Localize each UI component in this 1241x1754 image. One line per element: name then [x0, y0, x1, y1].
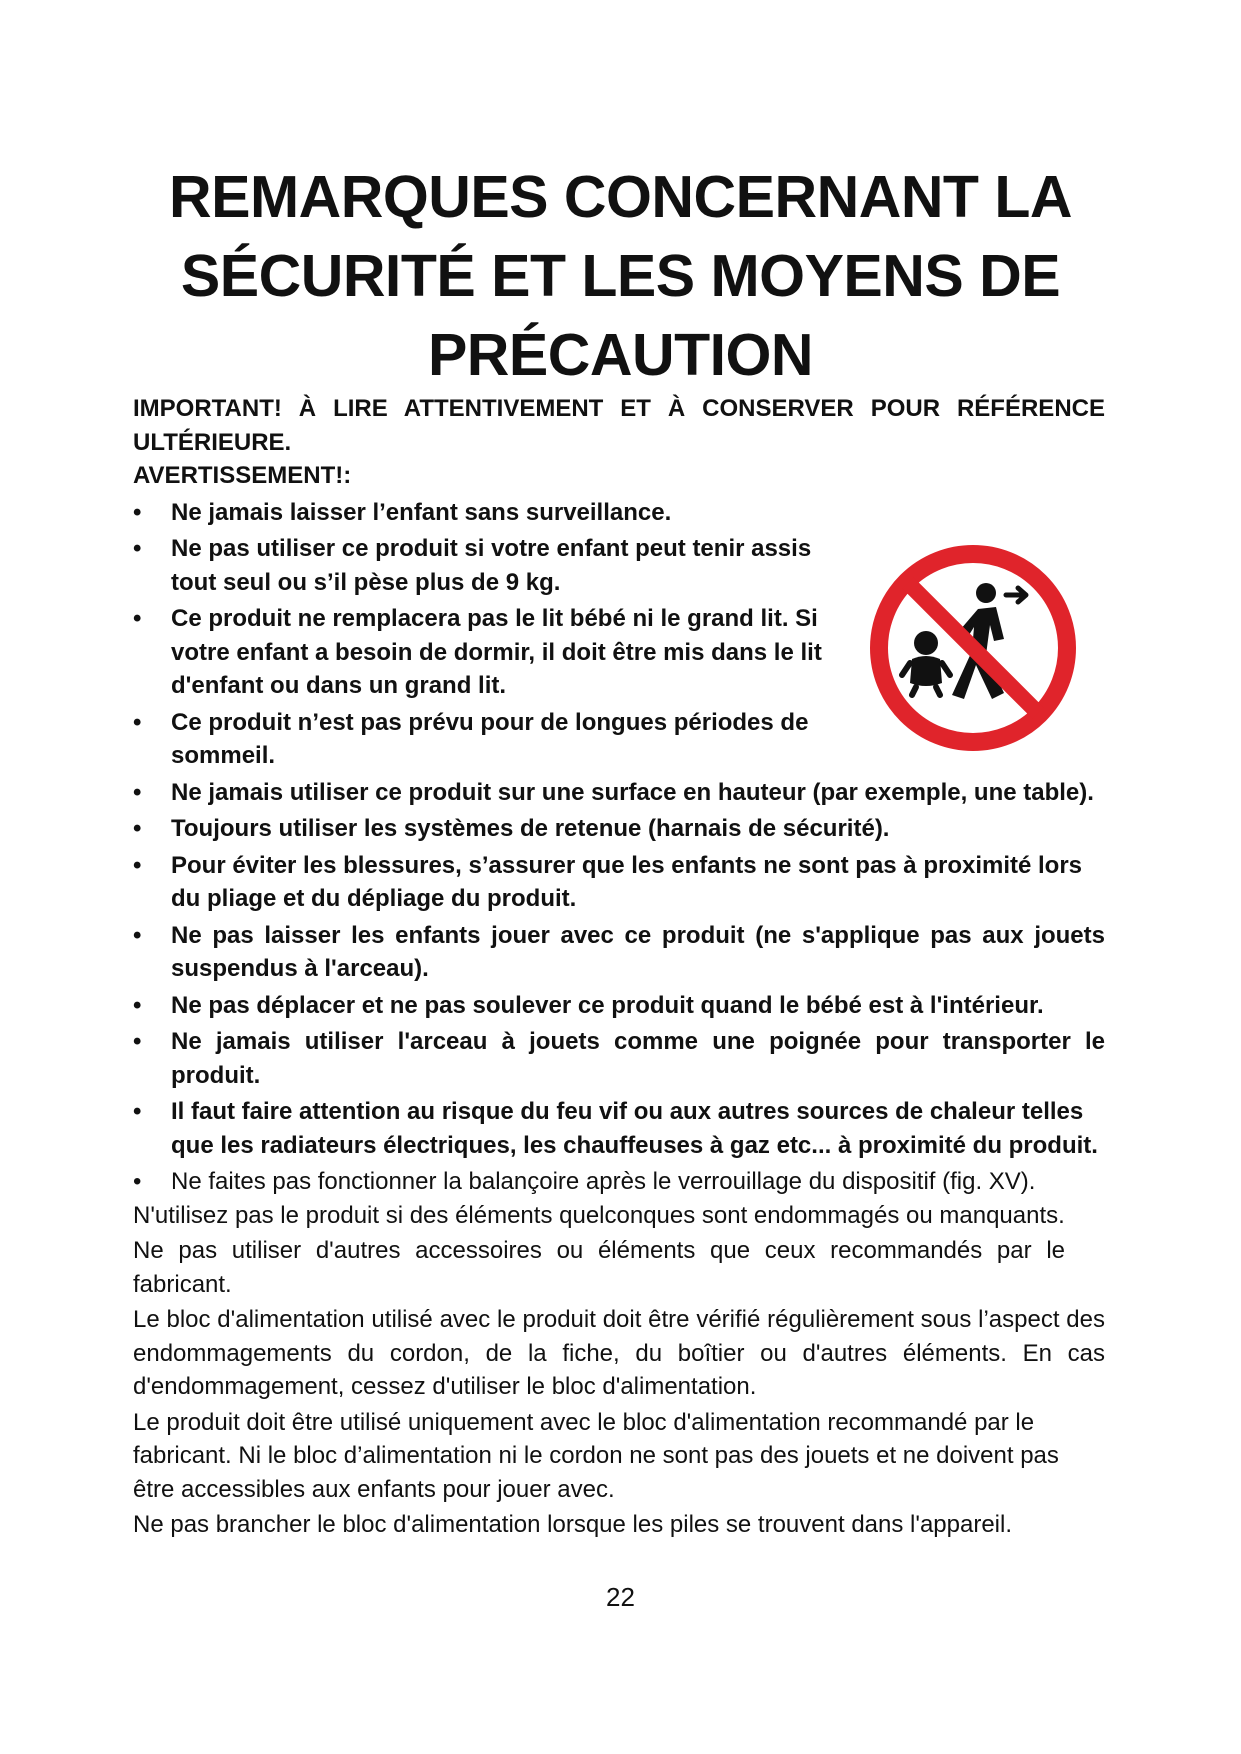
bullet-item: • Ne jamais utiliser l'arceau à jouets comme une poignée pour transporter le produit.	[133, 1025, 1105, 1092]
paragraph: Le bloc d'alimentation utilisé avec le produit doit être vérifié régulièrement sous l’aspect des endommagements du cordon, de la fiche, du boîtier ou d'autres éléments. En cas d'endommagement, cessez d'utiliser le bloc d'alimentation.	[133, 1306, 1105, 1400]
paragraph: N'utilisez pas le produit si des éléments quelconques sont endommagés ou manquants.	[133, 1201, 1065, 1229]
bullet-item: • Ne pas laisser les enfants jouer avec ce produit (ne s'applique pas aux jouets suspendus à l'arceau).	[133, 919, 1105, 986]
bullet-item: • Pour éviter les blessures, s’assurer que les enfants ne sont pas à proximité lors du pliage et du dépliage du produit.	[133, 849, 1105, 916]
bullet-item: • Ne jamais laisser l’enfant sans surveillance.	[133, 496, 1105, 530]
bullet-item: • Ne jamais utiliser ce produit sur une surface en hauteur (par exemple, une table).	[133, 776, 1105, 810]
bullet-item: • Ne pas déplacer et ne pas soulever ce produit quand le bébé est à l'intérieur.	[133, 989, 1105, 1023]
page-title	[130, 158, 1111, 395]
title-line-1: REMARQUES CONCERNANT LA	[169, 164, 1072, 230]
paragraph: Le produit doit être utilisé uniquement avec le bloc d'alimentation recommandé par le fabricant. Ni le bloc d’alimentation ni le cordon ne sont pas des jouets et ne doivent pas être accessibles aux enfants pour jouer avec.	[133, 1408, 1059, 1503]
warning-label: AVERTISSEMENT!:	[133, 462, 352, 489]
paragraph: Ne pas brancher le bloc d'alimentation lorsque les piles se trouvent dans l'appareil.	[133, 1511, 1012, 1538]
bullet-item: • Ne pas utiliser ce produit si votre enfant peut tenir assis tout seul ou s’il pèse plus de 9 kg.	[133, 532, 851, 599]
important-notice-line-1: IMPORTANT! À LIRE ATTENTIVEMENT ET À CONSERVER POUR RÉFÉRENCE	[133, 395, 1105, 422]
important-notice-line-2: ULTÉRIEURE.	[133, 428, 292, 456]
page-number: 22	[606, 1582, 635, 1612]
title-line-2: SÉCURITÉ ET LES MOYENS DE	[180, 243, 1061, 309]
title-line-3: PRÉCAUTION	[427, 322, 814, 388]
bullet-item: • Il faut faire attention au risque du feu vif ou aux autres sources de chaleur telles que les radiateurs électriques, les chauffeuses à gaz etc... à proximité du produit.	[133, 1095, 1105, 1162]
paragraph: Ne pas utiliser d'autres accessoires ou éléments que ceux recommandés par le fabricant.	[133, 1237, 1065, 1298]
bullet-item: • Ne faites pas fonctionner la balançoire après le verrouillage du dispositif (fig. XV).	[133, 1165, 1105, 1199]
bullet-item: • Ce produit n’est pas prévu pour de longues périodes de sommeil.	[133, 706, 851, 773]
bullet-item: • Toujours utiliser les systèmes de retenue (harnais de sécurité).	[133, 812, 1105, 846]
bullet-item: • Ce produit ne remplacera pas le lit bébé ni le grand lit. Si votre enfant a besoin de dormir, il doit être mis dans le lit d'enfant ou dans un grand lit.	[133, 602, 851, 703]
no-leaving-child-unattended-icon	[868, 543, 1078, 753]
